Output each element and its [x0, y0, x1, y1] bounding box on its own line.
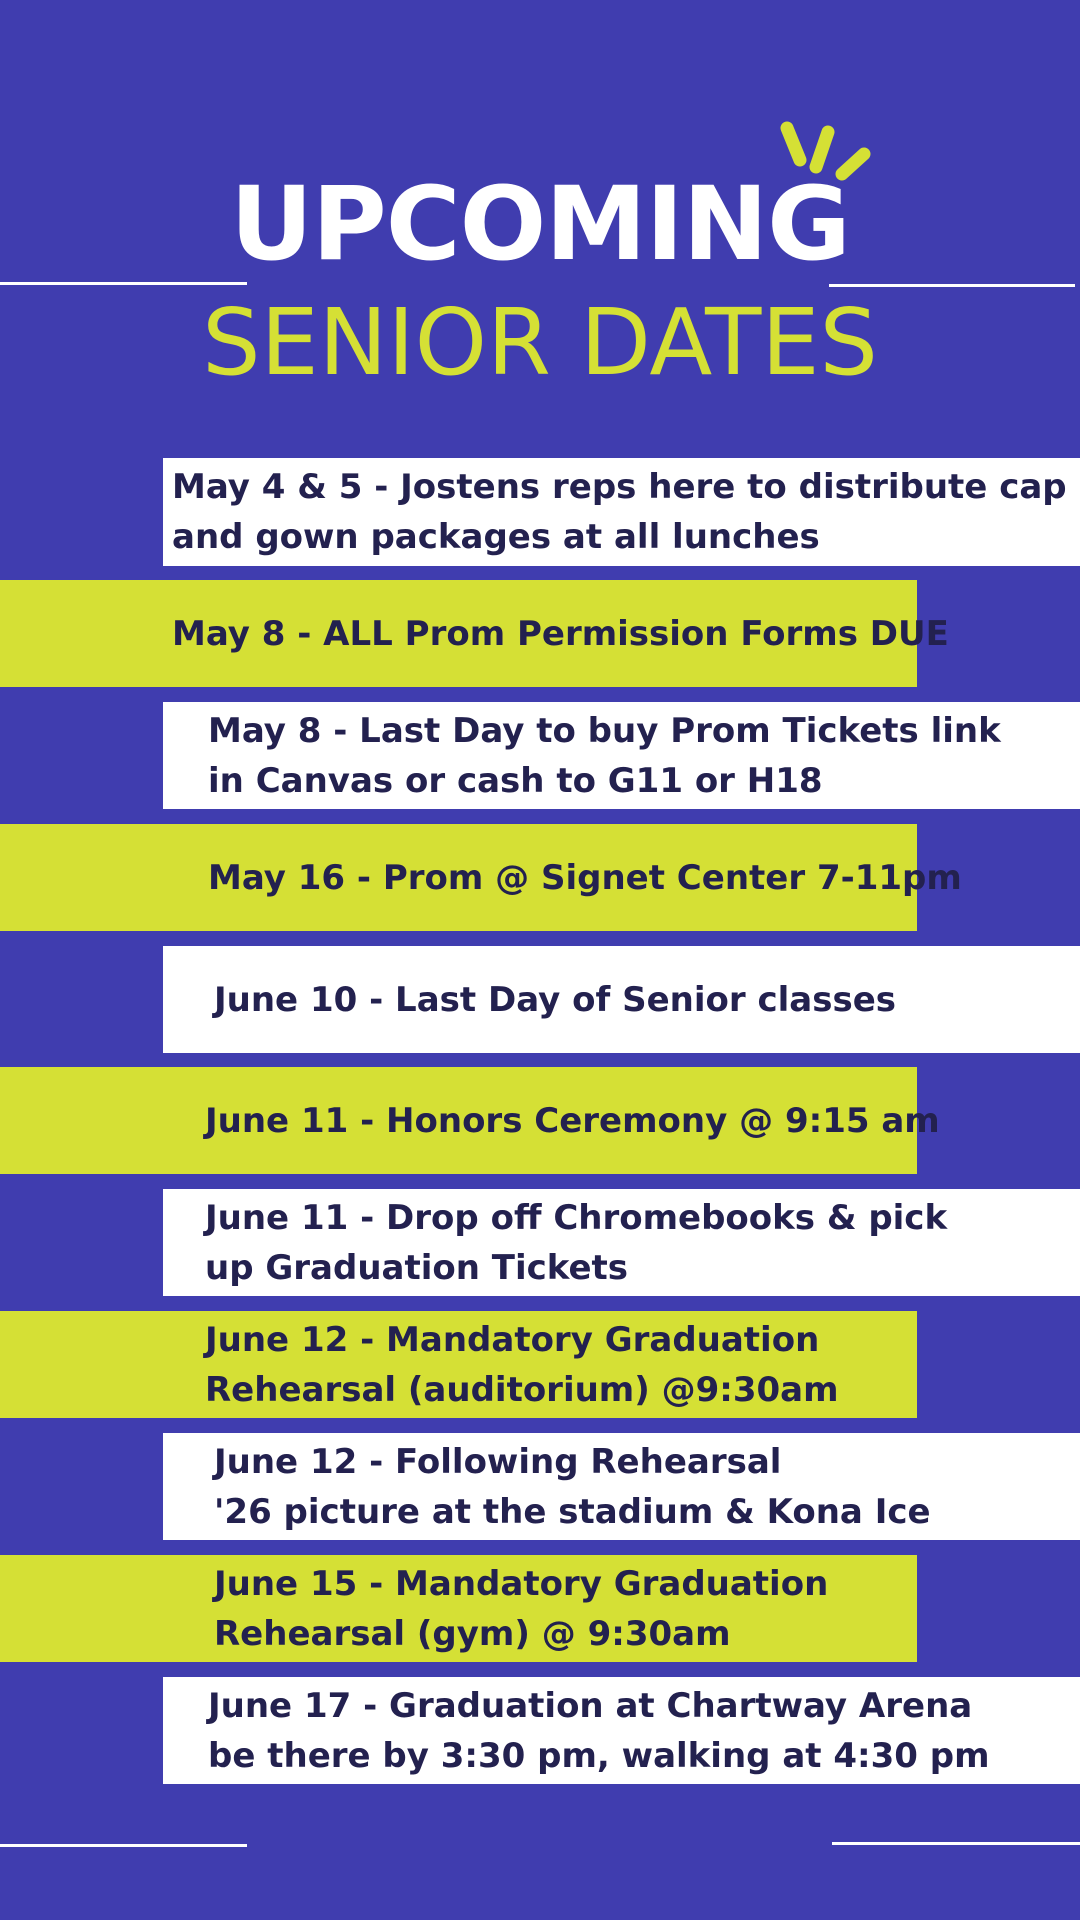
date-item-4 [0, 824, 962, 931]
date-line: June 11 - Drop off Chromebooks & pick [205, 1197, 948, 1238]
date-item-3 [163, 702, 1080, 809]
date-text [172, 609, 949, 659]
date-line: June 10 - Last Day of Senior classes [214, 979, 896, 1020]
date-item-2 [0, 580, 949, 687]
page-title: UPCOMING [230, 165, 850, 284]
date-line: June 12 - Mandatory Graduation [205, 1319, 820, 1360]
date-text [205, 1096, 940, 1146]
date-item-11 [163, 1677, 1080, 1784]
date-line: June 15 - Mandatory Graduation [214, 1563, 829, 1604]
date-text [208, 853, 962, 903]
date-item-1 [163, 458, 1080, 566]
date-line: June 11 - Honors Ceremony @ 9:15 am [205, 1100, 940, 1141]
footer-rule-right [832, 1842, 1080, 1845]
date-line: May 8 - ALL Prom Permission Forms DUE [172, 613, 949, 654]
date-item-10 [0, 1555, 917, 1662]
date-text [205, 1315, 839, 1415]
date-text [208, 1681, 990, 1781]
date-item-7 [163, 1189, 1080, 1296]
date-item-8 [0, 1311, 917, 1418]
footer-rule-left [0, 1844, 247, 1847]
date-text [214, 975, 896, 1025]
date-item-6 [0, 1067, 940, 1174]
date-text [214, 1437, 931, 1537]
date-line: Rehearsal (gym) @ 9:30am [214, 1613, 731, 1654]
date-line: up Graduation Tickets [205, 1247, 629, 1288]
date-line: May 8 - Last Day to buy Prom Tickets link [208, 710, 1001, 751]
page-subtitle: SENIOR DATES [202, 289, 878, 396]
date-line: Rehearsal (auditorium) @9:30am [205, 1369, 839, 1410]
date-line: May 16 - Prom @ Signet Center 7-11pm [208, 857, 962, 898]
date-text [214, 1559, 828, 1659]
date-line: June 17 - Graduation at Chartway Arena [208, 1685, 973, 1726]
date-line: '26 picture at the stadium & Kona Ice [214, 1491, 931, 1532]
date-item-5 [163, 946, 1080, 1053]
date-line: May 4 & 5 - Jostens reps here to distribute cap [172, 467, 1067, 507]
date-line: in Canvas or cash to G11 or H18 [208, 760, 823, 801]
date-line: and gown packages at all lunches [172, 517, 820, 557]
date-text [172, 462, 1067, 562]
date-item-9 [163, 1433, 1080, 1540]
date-line: June 12 - Following Rehearsal [214, 1441, 782, 1482]
date-text [205, 1193, 947, 1293]
date-text [208, 706, 1001, 806]
date-line: be there by 3:30 pm, walking at 4:30 pm [208, 1735, 990, 1776]
